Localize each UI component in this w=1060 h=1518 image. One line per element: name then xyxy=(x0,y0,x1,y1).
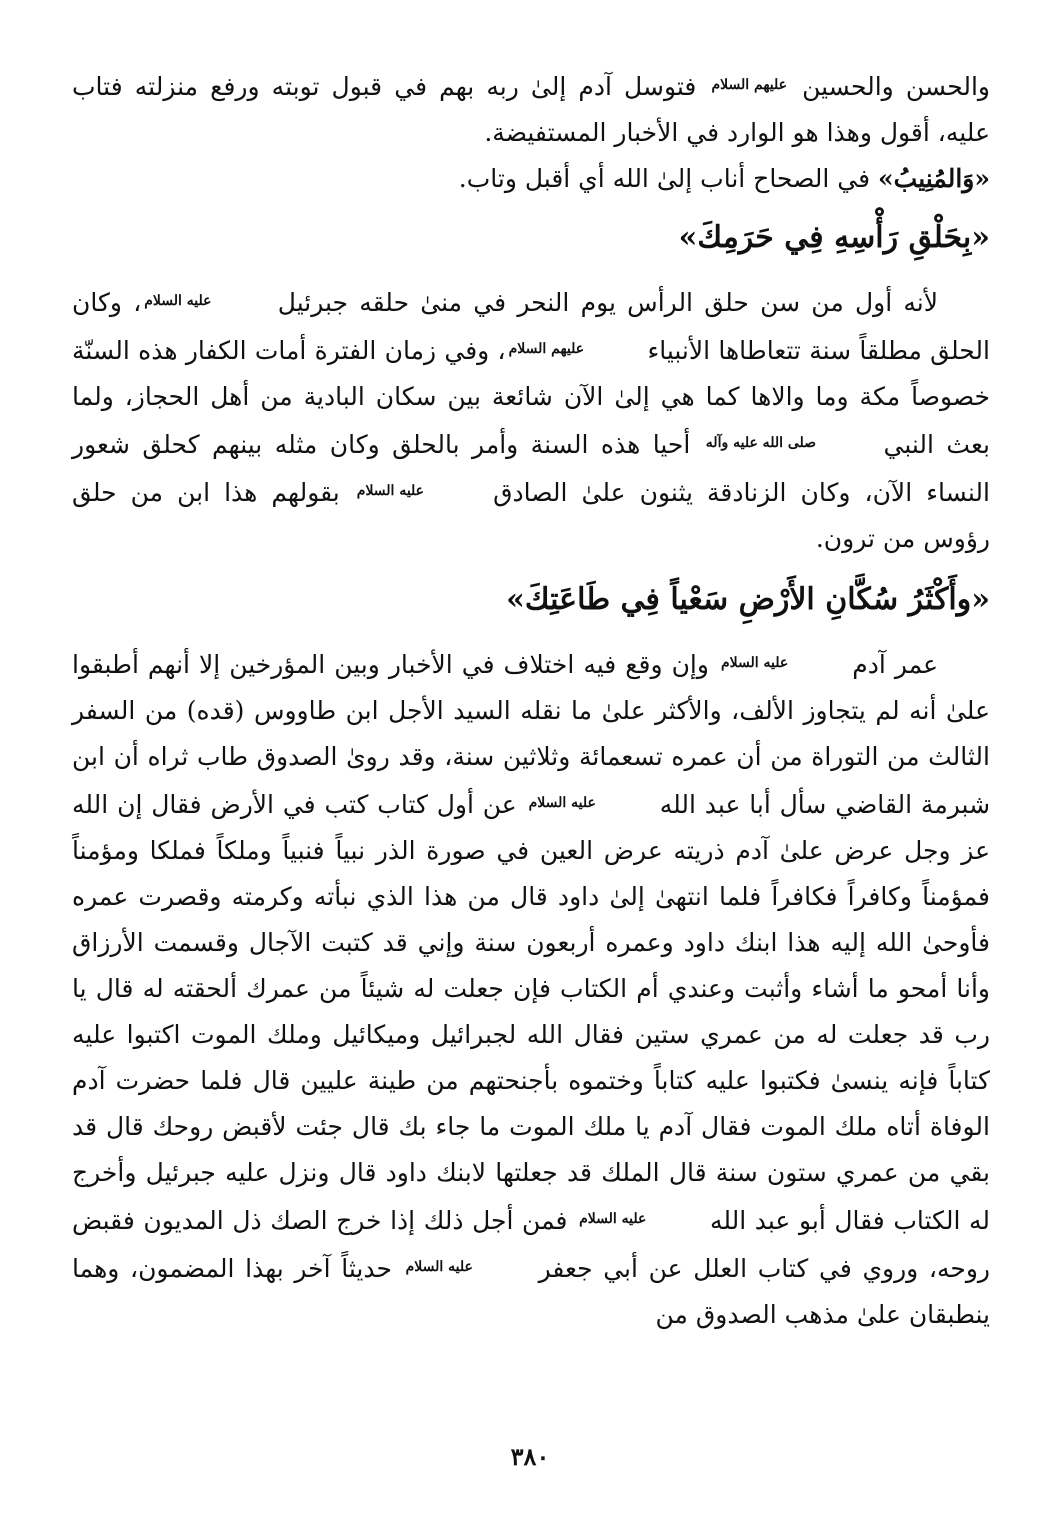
text-run: عن أول كتاب كتب في الأرض فقال إن الله عز وجل عرض علىٰ آدم ذريته عرض العين في صورة الذر نبياً فنبياً وملكاً فملكا ومؤمناً فمؤمناً وكافراً فكافراً فلما انتهىٰ إلىٰ داود قال من هذا الذي نبأته وكرمته وقصرت عمره فأوحىٰ الله إليه هذا ابنك داود وعمره أربعون سنة وإني قد كتبت الآجال وقسمت الأرزاق وأنا أمحو ما أشاء وأثبت وعندي أم الكتاب فإن جعلت له شيئاً من عمرك ألحقته له قال يا رب قد جعلت له من عمري ستين فقال الله لجبرائيل وميكائيل وملك الموت اكتبوا عليه كتاباً فإنه ينسىٰ فكتبوا عليه كتاباً وختموه بأجنحتهم من طينة عليين قال فلما حضرت آدم الوفاة أتاه ملك الموت فقال آدم يا ملك الموت ما جاء بك قال جئت لأقبض روحك قال قد بقي من عمري ستون سنة قال الملك قد جعلتها لابنك داود قال ونزل عليه جبرئيل وأخرج له الكتاب فقال أبو عبد الله xyxy=(72,790,990,1235)
text-run: فمن أجل ذلك إذا خرج الصك ذل المديون فقبض روحه، وروي في كتاب العلل عن أبي جعفر xyxy=(72,1206,990,1283)
honorific-glyph: صلى الله عليه وآله xyxy=(705,435,817,451)
honorific-glyph: عليه السلام xyxy=(144,293,212,309)
text-run: وإن وقع فيه اختلاف في الأخبار وبين المؤرخين إلا أنهم أطبقوا علىٰ أنه لم يتجاوز الألف، والأكثر علىٰ ما نقله السيد الأجل ابن طاووس (قده) من السفر الثالث من التوراة من أن عمره تسعمائة وثلاثين سنة، وقد روىٰ الصدوق طاب ثراه أن ابن شبرمة القاضي سأل أبا عبد الله xyxy=(72,650,991,819)
paragraph-adam-age xyxy=(72,640,990,1338)
text-run: عمر آدم xyxy=(852,650,938,679)
honorific-glyph: عليه السلام xyxy=(720,655,789,671)
text-run: حديثاً آخر بهذا المضمون، وهما ينطبقان علىٰ مذهب الصدوق من xyxy=(72,1254,990,1329)
text-run: في الصحاح أناب إلىٰ الله أي أقبل وتاب. xyxy=(458,164,871,193)
text-run: ، وفي زمان الفترة أمات الكفار هذه السنّة خصوصاً مكة وما والاها كما هي إلىٰ الآن شائعة بين سكان البادية من أهل الحجاز، ولما بعث النبي xyxy=(72,336,990,459)
paragraph-shaving xyxy=(72,278,990,562)
text-run: والحسن والحسين xyxy=(802,72,990,101)
honorific-glyph: عليه السلام xyxy=(528,795,596,811)
text-run: ، وكان الحلق مطلقاً سنة تتعاطاها الأنبياء xyxy=(72,288,990,365)
honorific-glyph: عليه السلام xyxy=(579,1211,647,1227)
paragraph-continuation xyxy=(72,62,990,156)
text-run: بقولهم هذا ابن من حلق رؤوس من ترون. xyxy=(72,478,990,553)
honorific-glyph: عليه السلام xyxy=(356,483,425,499)
text-run: فتوسل آدم إلىٰ ربه بهم في قبول توبته ورفع منزلته فتاب عليه، أقول وهذا هو الوارد في الأخبار المستفيضة. xyxy=(72,72,990,147)
honorific-glyph: عليهم السلام xyxy=(508,341,585,357)
honorific-glyph: عليه السلام xyxy=(405,1259,473,1275)
paragraph-al-munib xyxy=(72,156,990,202)
quoted-term: «وَالمُنِيبُ» xyxy=(878,164,990,193)
honorific-glyph: عليهم السلام xyxy=(711,77,787,93)
section-heading-inhabitants: «وأَكْثَرُ سُكَّانِ الأَرْضِ سَعْياً فِي طَاعَتِكَ» xyxy=(506,582,990,617)
section-heading-shaving: «بِحَلْقِ رَأْسِهِ فِي حَرَمِكَ» xyxy=(678,220,990,255)
text-run: أحيا هذه السنة وأمر بالحلق وكان مثله بينهم كحلق شعور النساء الآن، وكان الزنادقة يثنون علىٰ الصادق xyxy=(72,430,990,507)
page-number: ٣٨٠ xyxy=(510,1442,550,1471)
text-run: لأنه أول من سن حلق الرأس يوم النحر في منىٰ حلقه جبرئيل xyxy=(277,288,938,317)
document-page xyxy=(72,62,990,1338)
